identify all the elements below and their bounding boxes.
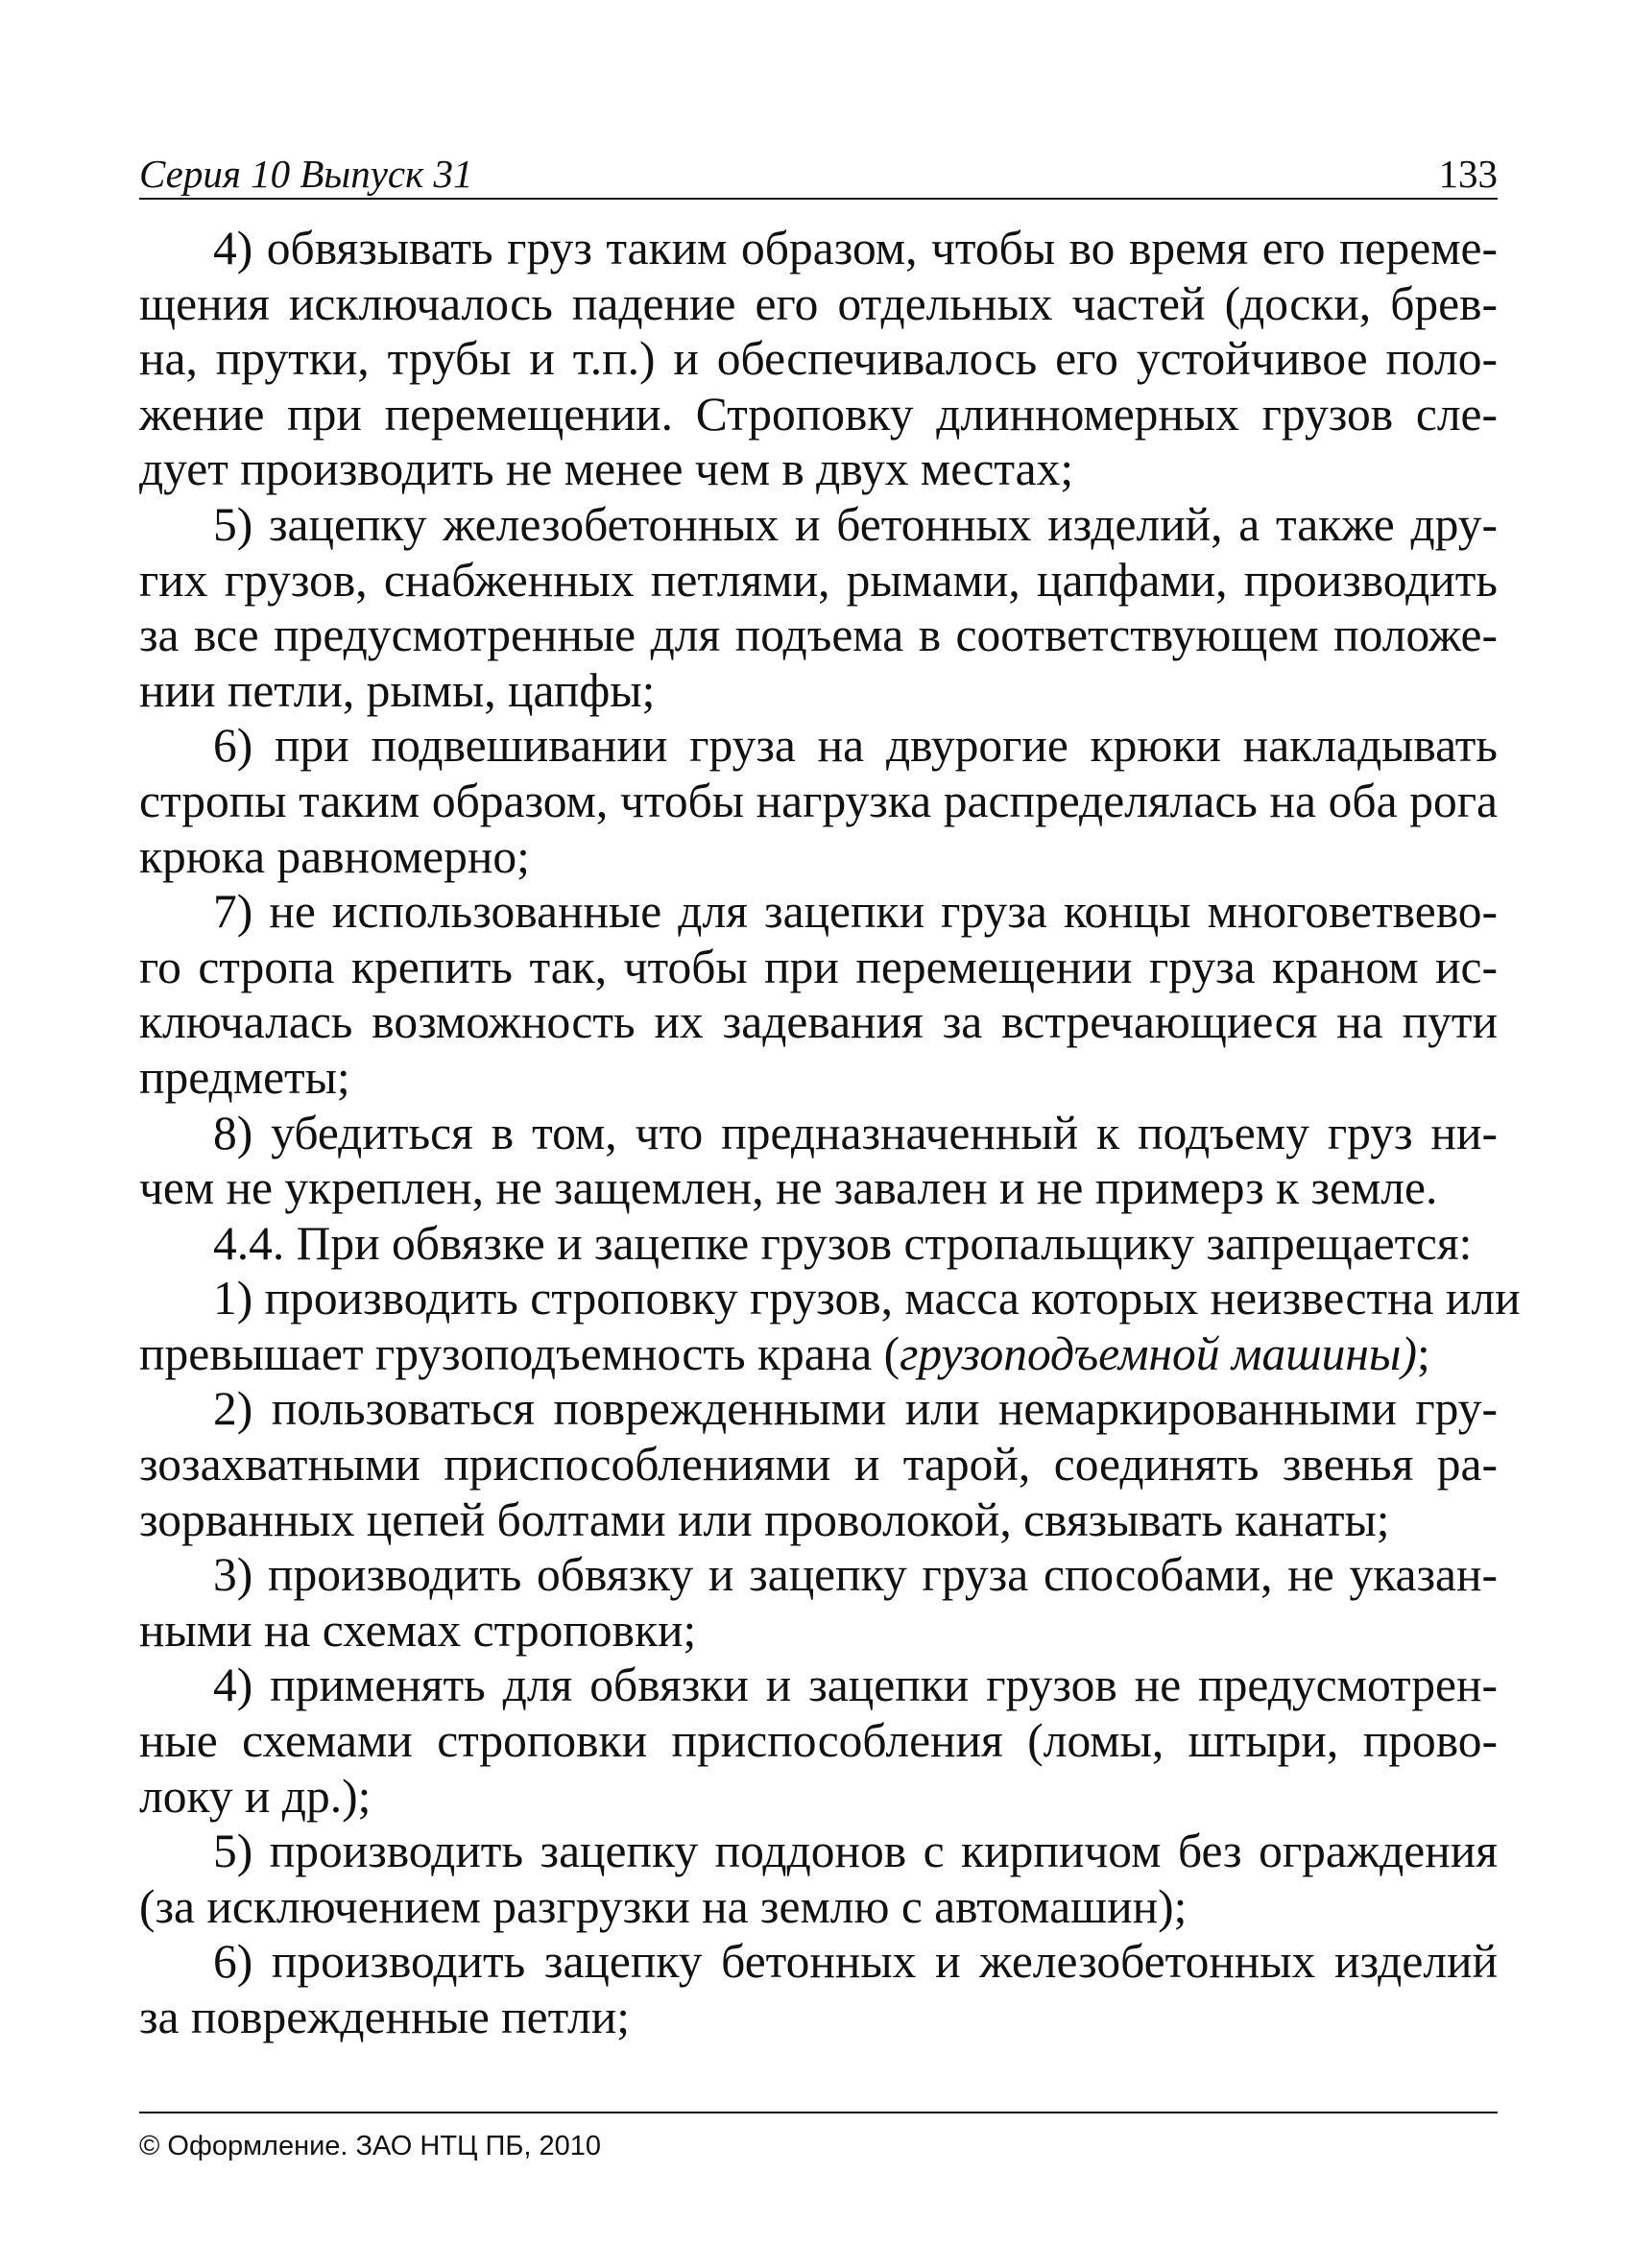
text-line: 2) пользоваться поврежденными или немаркированными гру- — [213, 1382, 1498, 1436]
text-line: 5) зацепку железобетонных и бетонных изделий, а также дру- — [213, 497, 1498, 551]
text-line: 6) при подвешивании груза на двурогие крюки накладывать — [213, 719, 1498, 773]
prohibition-item-6 — [139, 1934, 1498, 2044]
text-line: за все предусмотренные для подъема в соответствующем положе- — [139, 609, 1498, 662]
text-line: 1) производить строповку грузов, масса которых неизвестна или — [213, 1272, 1521, 1325]
text-line: щения исключалось падение его отдельных частей (доски, брев- — [139, 276, 1498, 330]
text-line: ные схемами строповки приспособления (ломы, штыри, прово- — [139, 1714, 1498, 1768]
running-head — [139, 144, 1498, 200]
text-line: за поврежденные петли; — [139, 1991, 630, 2043]
body-text — [139, 221, 1521, 2045]
page-number: 133 — [1438, 152, 1498, 196]
text-line: ключалась возможность их задевания за встречающиеся на пути — [139, 995, 1498, 1049]
text-line: на, прутки, трубы и т.п.) и обеспечивалось его устойчивое поло- — [139, 332, 1498, 386]
text-line: локу и др.); — [139, 1769, 372, 1823]
prohibition-item-5 — [139, 1824, 1498, 1934]
text-line: зорванных цепей болтами или проволокой, связывать канаты; — [139, 1492, 1390, 1546]
footer-rule — [139, 2112, 1498, 2113]
text-line: дует производить не менее чем в двух местах; — [139, 442, 1074, 496]
copyright-notice: © Оформление. ЗАО НТЦ ПБ, 2010 — [139, 2131, 602, 2161]
section-4-4-heading — [139, 1216, 1498, 1272]
text-line: ными на схемах строповки; — [139, 1603, 697, 1657]
text-line: гих грузов, снабженных петлями, рымами, цапфами, производить — [139, 553, 1498, 607]
text-line: чем не укреплен, не защемлен, не завален и не примерз к земле. — [139, 1161, 1438, 1215]
text-run: превышает грузоподъемность крана ( — [139, 1326, 900, 1380]
text-line: (за исключением разгрузки на землю с автомашин); — [139, 1879, 1188, 1933]
text-line: 3) производить обвязку и зацепку груза способами, не указан- — [213, 1548, 1498, 1602]
text-line: 6) производить зацепку бетонных и железобетонных изделий — [213, 1935, 1498, 1989]
text-line: 8) убедиться в том, что предназначенный к подъему груз ни- — [213, 1106, 1498, 1159]
prohibition-item-1 — [139, 1271, 1521, 1381]
paragraph-item-5 — [139, 497, 1498, 718]
prohibition-item-3 — [139, 1547, 1498, 1658]
prohibition-item-4 — [139, 1658, 1498, 1824]
text-run: ; — [1416, 1326, 1430, 1380]
text-line: 4.4. При обвязке и зацепке грузов стропальщику запрещается: — [213, 1216, 1473, 1270]
text-line: крюка равномерно; — [139, 829, 530, 883]
text-line: 5) производить зацепку поддонов с кирпичом без ограждения — [213, 1825, 1498, 1878]
text-line: предметы; — [139, 1050, 350, 1104]
text-line: стропы таким образом, чтобы нагрузка распределялась на оба рога — [139, 774, 1498, 827]
text-line: 4) обвязывать груз таким образом, чтобы во время его переме- — [213, 222, 1498, 275]
paragraph-item-7 — [139, 884, 1498, 1105]
text-line: го стропа крепить так, чтобы при перемещении груза краном ис- — [139, 940, 1498, 993]
paragraph-item-4 — [139, 221, 1498, 497]
italic-text-run: грузоподъемной машины) — [900, 1326, 1417, 1380]
prohibition-item-2 — [139, 1381, 1498, 1547]
paragraph-item-6 — [139, 718, 1498, 884]
text-line: зозахватными приспособлениями и тарой, соединять звенья ра- — [139, 1438, 1498, 1492]
paragraph-item-8 — [139, 1106, 1498, 1216]
text-line-with-italic — [139, 1326, 1498, 1382]
text-line: нии петли, рымы, цапфы; — [139, 663, 656, 717]
text-line: 7) не использованные для зацепки груза концы многоветвево- — [213, 885, 1498, 939]
text-line: 4) применять для обвязки и зацепки грузов не предусмотрен- — [213, 1659, 1498, 1712]
series-title: Серия 10 Выпуск 31 — [139, 152, 473, 196]
text-line: жение при перемещении. Строповку длинномерных грузов сле- — [139, 387, 1498, 441]
